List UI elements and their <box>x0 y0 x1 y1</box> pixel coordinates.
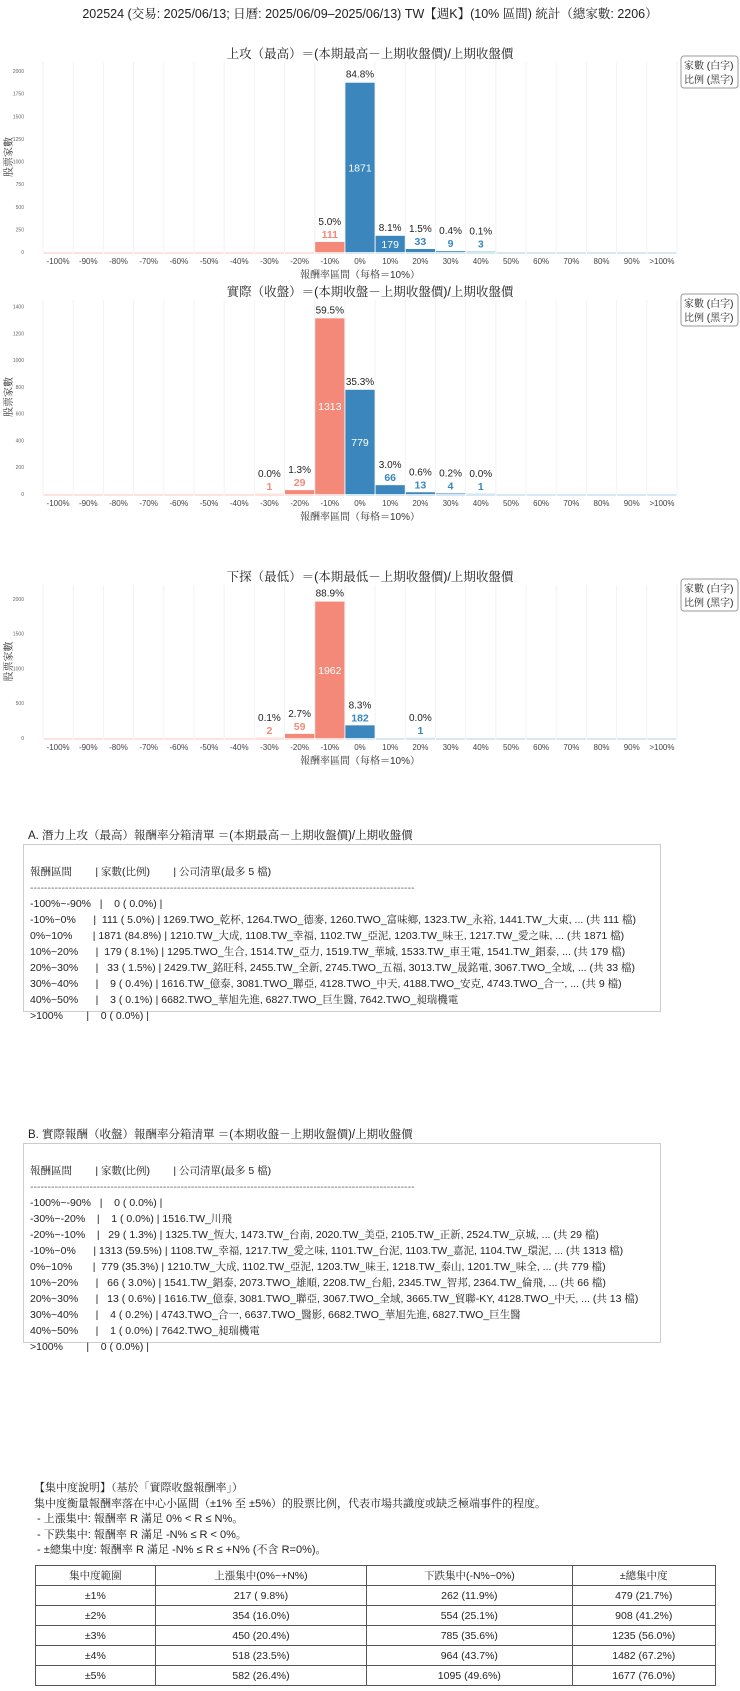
x-tick-label: 90% <box>623 499 640 508</box>
x-tick-label: -20% <box>290 499 309 508</box>
baseline-segment <box>647 738 676 740</box>
column-header: 上漲集中(0%~+N%) <box>155 1566 366 1586</box>
x-tick-label: 50% <box>502 257 519 266</box>
baseline-segment <box>345 738 374 740</box>
x-tick-label: -30% <box>260 499 279 508</box>
chart-title: 實際（收盤）＝(本期收盤－上期收盤價)/上期收盤價 <box>226 285 514 299</box>
table-cell: 964 (43.7%) <box>367 1646 572 1666</box>
bar-percent-label: 1.3% <box>288 465 312 477</box>
y-tick-label: 1000 <box>12 159 24 166</box>
bar-percent-label: 8.3% <box>348 700 372 712</box>
x-tick-label: 40% <box>472 499 489 508</box>
y-tick-label: 1200 <box>12 331 24 338</box>
x-tick-label: 20% <box>412 257 429 266</box>
bar-percent-label: 8.1% <box>378 222 402 234</box>
x-tick-label: 20% <box>412 499 429 508</box>
list-row: 40%~50% | 3 ( 0.1%) | 6682.TWO_華旭先進, 6827.TWO_巨生醫, 7642.TWO_昶瑞機電 <box>30 994 459 1006</box>
x-tick-label: 70% <box>563 743 580 752</box>
baseline-segment <box>44 494 73 496</box>
x-tick-label: -30% <box>260 257 279 266</box>
y-tick-label: 500 <box>15 204 24 211</box>
bar-count-label: 1 <box>477 480 484 493</box>
x-tick-label: -40% <box>229 743 249 752</box>
baseline-segment <box>557 738 586 740</box>
bar <box>315 242 344 252</box>
table-cell: ±5% <box>36 1666 156 1686</box>
list-row: 30%~40% | 9 ( 0.4%) | 1616.TW_億泰, 3081.TWO_聯亞, 4128.TWO_中天, 4188.TWO_安克, 4743.TWO_合一, ... (共 9 檔) <box>30 978 622 990</box>
bar-count-label: 1962 <box>318 664 342 677</box>
bar-percent-label: 2.7% <box>288 708 312 720</box>
x-axis-label: 報酬率區間（每格＝10%） <box>299 512 421 523</box>
y-tick-label: 800 <box>15 384 24 391</box>
baseline-segment <box>557 252 586 254</box>
x-tick-label: -90% <box>78 743 98 752</box>
x-tick-label: -60% <box>169 257 189 266</box>
x-tick-label: -90% <box>78 499 98 508</box>
baseline-segment <box>255 738 284 740</box>
bar-count-label: 182 <box>351 712 369 725</box>
section-a-table <box>23 844 661 1022</box>
bar-count-label: 9 <box>447 238 454 251</box>
x-tick-label: -80% <box>109 499 128 508</box>
baseline-segment <box>617 738 646 740</box>
bar-count-label: 1871 <box>348 162 372 175</box>
table-cell: 450 (20.4%) <box>155 1626 366 1646</box>
baseline-segment <box>134 738 163 740</box>
list-row: 20%~30% | 33 ( 1.5%) | 2429.TW_銘旺科, 2455.TW_全新, 2745.TWO_五福, 3013.TW_晟銘電, 3067.TWO_全域, ... (共 33 檔) <box>30 962 636 974</box>
bar-percent-label: 35.3% <box>345 376 375 388</box>
baseline-segment <box>587 494 616 496</box>
y-axis-label: 股票家數 <box>4 377 15 417</box>
list-row: >100% | 0 ( 0.0%) | <box>30 1010 149 1022</box>
separator: -------------------------------------------------------------------------------------------------------------- <box>30 1181 415 1193</box>
y-axis-label: 股票家數 <box>4 137 15 177</box>
baseline-segment <box>164 738 193 740</box>
note-line: - ±總集中度: 報酬率 R 滿足 -N% ≤ R ≤ +N% (不含 R=0%)。 <box>34 1544 327 1556</box>
baseline-segment <box>406 494 435 496</box>
bar <box>406 492 435 494</box>
y-tick-label: 600 <box>15 411 24 418</box>
x-tick-label: >100% <box>649 743 675 752</box>
table-cell: ±1% <box>36 1586 156 1606</box>
bar-count-label: 779 <box>351 436 369 449</box>
chart-downside-low <box>0 528 740 828</box>
baseline-segment <box>617 494 646 496</box>
baseline-segment <box>647 252 676 254</box>
baseline-segment <box>527 252 556 254</box>
bar-count-label: 111 <box>321 228 338 241</box>
separator: -------------------------------------------------------------------------------------------------------------- <box>30 882 415 894</box>
x-tick-label: 80% <box>593 257 610 266</box>
baseline-segment <box>104 738 133 740</box>
y-tick-label: 0 <box>21 492 24 498</box>
table-header: 報酬區間 | 家數(比例) | 公司清單(最多 5 檔) <box>30 1165 272 1177</box>
column-header: 下跌集中(-N%~0%) <box>367 1566 572 1586</box>
x-tick-label: 80% <box>593 743 610 752</box>
x-tick-label: 40% <box>472 257 489 266</box>
x-tick-label: 90% <box>623 257 640 266</box>
x-tick-label: 20% <box>412 743 429 752</box>
list-row: -100%~-90% | 0 ( 0.0%) | <box>30 898 163 910</box>
x-tick-label: 70% <box>563 257 580 266</box>
y-tick-label: 1500 <box>12 114 24 121</box>
legend-count: 家數 (白字) <box>684 61 734 72</box>
bar <box>376 485 405 494</box>
bar <box>285 734 314 738</box>
baseline-segment <box>587 252 616 254</box>
baseline-segment <box>225 738 254 740</box>
note-line: 集中度衡量報酬率落在中心小區間（±1% 至 ±5%）的股票比例，代表市場共識度或缺乏極端事件的程度。 <box>34 1497 546 1510</box>
x-tick-label: -10% <box>320 743 340 752</box>
bar-percent-label: 0.0% <box>408 712 432 724</box>
column-header: 集中度範圍 <box>36 1566 156 1586</box>
x-tick-label: 90% <box>623 743 640 752</box>
y-tick-label: 750 <box>15 182 24 189</box>
bar-count-label: 179 <box>381 238 399 251</box>
y-tick-label: 200 <box>15 465 24 472</box>
x-tick-label: -50% <box>199 499 219 508</box>
baseline-segment <box>104 252 133 254</box>
list-row: -100%~-90% | 0 ( 0.0%) | <box>30 1197 163 1209</box>
bar-percent-label: 88.9% <box>315 588 344 600</box>
table-cell: 908 (41.2%) <box>572 1606 715 1626</box>
bar-count-label: 13 <box>414 479 427 492</box>
baseline-segment <box>406 252 435 254</box>
x-tick-label: -10% <box>320 257 340 266</box>
y-tick-label: 250 <box>15 227 24 234</box>
baseline-segment <box>285 738 314 740</box>
legend-ratio: 比例 (黑字) <box>684 75 734 86</box>
x-tick-label: -70% <box>139 257 159 266</box>
bar-count-label: 1 <box>266 480 273 493</box>
baseline-segment <box>194 738 223 740</box>
x-axis-label: 報酬率區間（每格＝10%） <box>299 756 421 767</box>
page-title: 202524 (交易: 2025/06/13; 日曆: 2025/06/09–2025/06/13) TW【週K】(10% 區間) 統計（總家數: 2206） <box>82 7 658 21</box>
x-tick-label: 10% <box>382 743 399 752</box>
list-row: -20%~-10% | 29 ( 1.3%) | 1325.TW_恆大, 1473.TW_台南, 2020.TW_美亞, 2105.TW_正新, 2524.TW_京城, ... (共 29 檔) <box>30 1229 599 1241</box>
y-tick-label: 1750 <box>12 91 24 98</box>
chart-svg <box>0 528 740 828</box>
x-tick-label: -10% <box>320 499 340 508</box>
baseline-segment <box>315 738 344 740</box>
baseline-segment <box>345 252 374 254</box>
baseline-segment <box>466 252 495 254</box>
bar <box>406 249 435 252</box>
baseline-segment <box>466 494 495 496</box>
table-cell: 554 (25.1%) <box>367 1606 572 1626</box>
x-tick-label: 30% <box>442 257 459 266</box>
chart-svg <box>0 280 740 528</box>
bar-percent-label: 0.0% <box>469 468 493 480</box>
bar-count-label: 1313 <box>318 401 342 414</box>
x-tick-label: -40% <box>229 499 249 508</box>
table-cell: 479 (21.7%) <box>572 1586 715 1606</box>
baseline-segment <box>74 494 103 496</box>
baseline-segment <box>285 494 314 496</box>
baseline-segment <box>225 494 254 496</box>
table-cell: 217 ( 9.8%) <box>155 1586 366 1606</box>
bar <box>285 490 314 494</box>
column-header: ±總集中度 <box>572 1566 715 1586</box>
table-row <box>36 1626 716 1646</box>
x-tick-label: -80% <box>109 257 128 266</box>
bar <box>436 493 465 494</box>
baseline-segment <box>466 738 495 740</box>
x-tick-label: -80% <box>109 743 128 752</box>
baseline-segment <box>74 738 103 740</box>
y-tick-label: 400 <box>15 438 24 445</box>
y-axis-label: 股票家數 <box>4 641 15 682</box>
table-row <box>36 1586 716 1606</box>
bar <box>345 725 374 738</box>
note-line: - 上漲集中: 報酬率 R 滿足 0% < R ≤ N%。 <box>34 1513 244 1525</box>
x-tick-label: -20% <box>290 257 309 266</box>
table-cell: ±3% <box>36 1626 156 1646</box>
baseline-segment <box>134 252 163 254</box>
bar-count-label: 59 <box>293 720 306 733</box>
x-tick-label: -90% <box>78 257 98 266</box>
legend-ratio: 比例 (黑字) <box>684 598 734 609</box>
baseline-segment <box>527 494 556 496</box>
y-tick-label: 2000 <box>12 596 24 603</box>
x-tick-label: 40% <box>472 743 489 752</box>
list-row: -10%~0% | 1313 (59.5%) | 1108.TW_幸福, 1217.TW_愛之味, 1101.TW_台泥, 1103.TW_嘉泥, 1104.TW_環泥, ... (共 1313 檔) <box>30 1245 624 1257</box>
baseline-segment <box>436 252 465 254</box>
section-a-heading: A. 潛力上攻（最高）報酬率分箱清單 ＝(本期最高－上期收盤價)/上期收盤價 <box>28 830 413 842</box>
baseline-segment <box>617 252 646 254</box>
list-row: 10%~20% | 179 ( 8.1%) | 1295.TWO_生合, 1514.TW_亞力, 1519.TW_華城, 1533.TW_車王電, 1541.TW_錩泰, ... (共 179 檔) <box>30 946 626 958</box>
baseline-segment <box>527 738 556 740</box>
bar-percent-label: 59.5% <box>315 305 344 317</box>
x-tick-label: 60% <box>533 743 550 752</box>
table-cell: 1482 (67.2%) <box>572 1646 715 1666</box>
baseline-segment <box>315 252 344 254</box>
list-row: 40%~50% | 1 ( 0.0%) | 7642.TWO_昶瑞機電 <box>30 1325 260 1337</box>
x-tick-label: -70% <box>139 499 159 508</box>
bar-count-label: 66 <box>384 472 397 485</box>
baseline-segment <box>74 252 103 254</box>
x-tick-label: 70% <box>563 499 580 508</box>
concentration-notes <box>34 1481 546 1559</box>
x-tick-label: >100% <box>649 499 675 508</box>
x-tick-label: 50% <box>502 499 519 508</box>
y-tick-label: 1400 <box>12 304 24 311</box>
x-tick-label: >100% <box>649 257 675 266</box>
y-tick-label: 1000 <box>12 358 24 365</box>
chart-svg <box>0 40 740 280</box>
bar-percent-label: 5.0% <box>318 216 342 228</box>
y-tick-label: 500 <box>15 701 24 708</box>
table-cell: 262 (11.9%) <box>367 1586 572 1606</box>
chart-upside-high <box>0 40 740 280</box>
baseline-segment <box>436 738 465 740</box>
bar-count-label: 29 <box>293 477 306 490</box>
legend-count: 家數 (白字) <box>684 584 734 595</box>
chart-actual-close <box>0 280 740 528</box>
x-tick-label: -100% <box>46 743 70 752</box>
list-row: >100% | 0 ( 0.0%) | <box>30 1341 149 1353</box>
x-tick-label: -50% <box>199 257 219 266</box>
bar-count-label: 2 <box>266 724 273 737</box>
baseline-segment <box>255 494 284 496</box>
table-row <box>36 1666 716 1686</box>
y-tick-label: 2000 <box>12 69 24 76</box>
table-row <box>36 1606 716 1626</box>
table-cell: 785 (35.6%) <box>367 1626 572 1646</box>
bar-count-label: 3 <box>477 238 484 251</box>
x-tick-label: 60% <box>533 499 550 508</box>
baseline-segment <box>285 252 314 254</box>
table-header: 報酬區間 | 家數(比例) | 公司清單(最多 5 檔) <box>30 866 272 878</box>
note-line: - 下跌集中: 報酬率 R 滿足 -N% ≤ R < 0%。 <box>34 1528 247 1541</box>
baseline-segment <box>647 494 676 496</box>
baseline-segment <box>376 252 405 254</box>
bar-percent-label: 0.1% <box>258 712 281 724</box>
baseline-segment <box>315 494 344 496</box>
y-tick-label: 0 <box>21 736 24 742</box>
x-tick-label: 80% <box>593 499 610 508</box>
chart-title: 下探（最低）＝(本期最低－上期收盤價)/上期收盤價 <box>226 570 514 584</box>
baseline-segment <box>194 494 223 496</box>
bar-percent-label: 84.8% <box>345 69 375 81</box>
baseline-segment <box>496 738 525 740</box>
baseline-segment <box>496 494 525 496</box>
list-row: 10%~20% | 66 ( 3.0%) | 1541.TW_錩泰, 2073.TWO_雄順, 2208.TW_台船, 2345.TW_智邦, 2364.TW_倫飛, ... (共 66 檔) <box>30 1277 606 1289</box>
x-tick-label: 30% <box>442 743 459 752</box>
x-tick-label: -60% <box>169 743 189 752</box>
table-cell: 354 (16.0%) <box>155 1606 366 1626</box>
table-row <box>36 1646 716 1666</box>
bar-percent-label: 0.1% <box>469 226 493 238</box>
section-b-table <box>23 1143 661 1353</box>
x-tick-label: -20% <box>290 743 309 752</box>
baseline-segment <box>406 738 435 740</box>
list-row: 20%~30% | 13 ( 0.6%) | 1616.TW_億泰, 3081.TWO_聯亞, 3067.TWO_全域, 3665.TW_貿聯-KY, 4128.TWO_中天, ... (共 13 檔) <box>30 1293 639 1305</box>
baseline-segment <box>194 252 223 254</box>
x-tick-label: -70% <box>139 743 159 752</box>
x-tick-label: 10% <box>382 257 399 266</box>
table-cell: 1677 (76.0%) <box>572 1666 715 1686</box>
baseline-segment <box>164 494 193 496</box>
legend-count: 家數 (白字) <box>684 299 734 310</box>
x-tick-label: 0% <box>354 499 366 508</box>
x-tick-label: -40% <box>229 257 249 266</box>
baseline-segment <box>44 252 73 254</box>
baseline-segment <box>557 494 586 496</box>
baseline-segment <box>496 252 525 254</box>
list-row: -10%~0% | 111 ( 5.0%) | 1269.TWO_乾杯, 1264.TWO_德麥, 1260.TWO_富味鄉, 1323.TW_永裕, 1441.TW_大東, ... (共 111 檔) <box>30 914 636 926</box>
legend-ratio: 比例 (黑字) <box>684 313 734 324</box>
baseline-segment <box>164 252 193 254</box>
x-tick-label: 0% <box>354 743 366 752</box>
x-tick-label: -100% <box>46 499 70 508</box>
table-cell: ±4% <box>36 1646 156 1666</box>
x-tick-label: 50% <box>502 743 519 752</box>
bar-percent-label: 1.5% <box>408 224 432 236</box>
x-tick-label: -30% <box>260 743 279 752</box>
bar <box>436 251 465 252</box>
x-tick-label: 30% <box>442 499 459 508</box>
note-line: 【集中度說明】（基於「實際收盤報酬率」） <box>34 1482 243 1494</box>
list-row: 0%~10% | 779 (35.3%) | 1210.TW_大成, 1102.TW_亞泥, 1203.TW_味王, 1218.TW_泰山, 1201.TW_味全, ... (共 779 檔) <box>30 1261 606 1273</box>
bar-percent-label: 0.2% <box>439 468 462 480</box>
baseline-segment <box>376 738 405 740</box>
table-cell: ±2% <box>36 1606 156 1626</box>
table-cell: 518 (23.5%) <box>155 1646 366 1666</box>
x-tick-label: -50% <box>199 743 219 752</box>
bar-count-label: 33 <box>414 236 427 249</box>
list-row: 0%~10% | 1871 (84.8%) | 1210.TW_大成, 1108.TW_幸福, 1102.TW_亞泥, 1203.TW_味王, 1217.TW_愛之味, ... (共 1871 檔) <box>30 930 625 942</box>
baseline-segment <box>345 494 374 496</box>
table-cell: 1235 (56.0%) <box>572 1626 715 1646</box>
bar-count-label: 1 <box>417 724 424 737</box>
list-row: 30%~40% | 4 ( 0.2%) | 4743.TWO_合一, 6637.TWO_醫影, 6682.TWO_華旭先進, 6827.TWO_巨生醫 <box>30 1309 521 1321</box>
baseline-segment <box>134 494 163 496</box>
x-axis-label: 報酬率區間（每格＝10%） <box>299 270 421 280</box>
baseline-segment <box>44 738 73 740</box>
baseline-segment <box>376 494 405 496</box>
x-tick-label: 10% <box>382 499 399 508</box>
y-tick-label: 1500 <box>12 631 24 638</box>
y-tick-label: 1000 <box>12 666 24 673</box>
table-cell: 582 (26.4%) <box>155 1666 366 1686</box>
section-b-heading: B. 實際報酬（收盤）報酬率分箱清單 ＝(本期收盤－上期收盤價)/上期收盤價 <box>28 1129 413 1141</box>
concentration-table <box>35 1565 716 1686</box>
x-tick-label: -100% <box>46 257 70 266</box>
bar-percent-label: 0.0% <box>258 468 281 480</box>
baseline-segment <box>436 494 465 496</box>
baseline-segment <box>255 252 284 254</box>
bar-percent-label: 3.0% <box>378 460 402 472</box>
x-tick-label: -60% <box>169 499 189 508</box>
table-cell: 1095 (49.6%) <box>367 1666 572 1686</box>
baseline-segment <box>587 738 616 740</box>
baseline-segment <box>225 252 254 254</box>
baseline-segment <box>104 494 133 496</box>
y-tick-label: 1250 <box>12 136 24 143</box>
bar-count-label: 4 <box>447 480 454 493</box>
bar-percent-label: 0.6% <box>408 467 432 479</box>
x-tick-label: 60% <box>533 257 550 266</box>
x-tick-label: 0% <box>354 257 366 266</box>
y-tick-label: 0 <box>21 250 24 256</box>
list-row: -30%~-20% | 1 ( 0.0%) | 1516.TW_川飛 <box>30 1213 232 1225</box>
bar-percent-label: 0.4% <box>439 226 462 238</box>
chart-title: 上攻（最高）＝(本期最高－上期收盤價)/上期收盤價 <box>226 47 514 61</box>
